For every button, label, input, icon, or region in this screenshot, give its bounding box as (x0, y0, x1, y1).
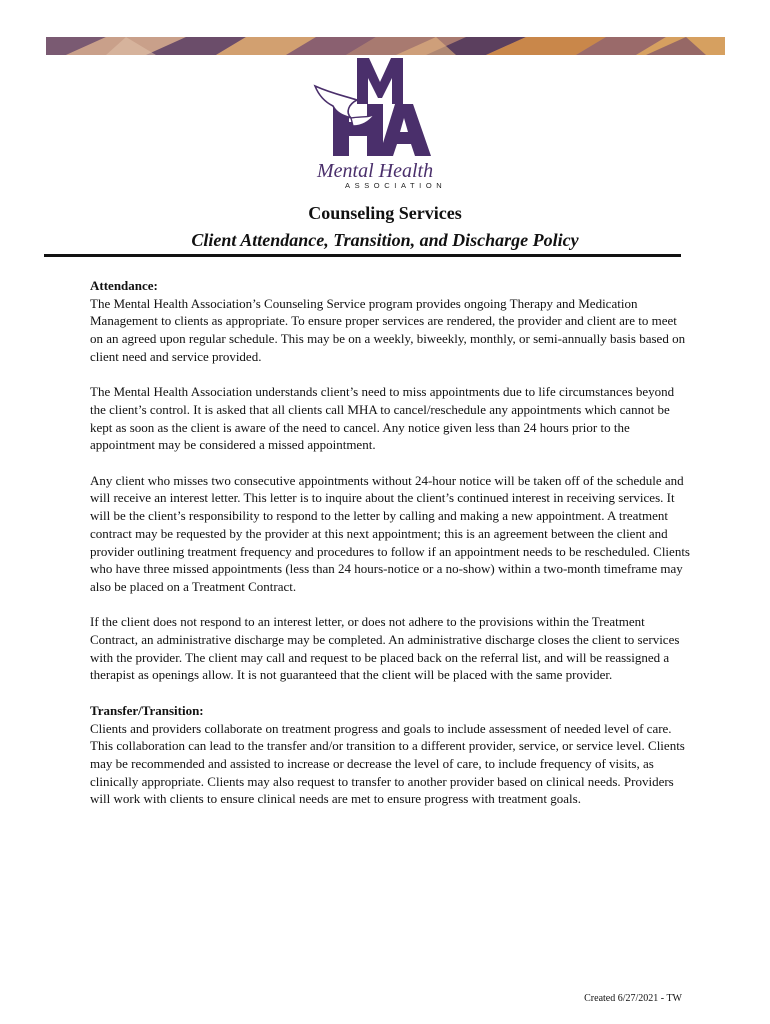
mha-logo (305, 56, 460, 190)
section-heading-attendance: Attendance: (90, 278, 158, 293)
mha-logo-graphic (305, 56, 460, 190)
document-body (90, 277, 690, 826)
footer-created-note: Created 6/27/2021 - TW (584, 993, 682, 1004)
section-attendance-paragraph-3: Any client who misses two consecutive appointments without 24-hour notice will be taken off of the schedule and will receive an interest letter. This letter is to inquire about the client’s continued interest in receiving services. It will be the client’s responsibility to respond to the letter by calling and making a new appointment. A treatment contract may be requested by the provider at this next appointment; this is an agreement between the client and provider outlining treatment frequency and procedures to follow if an appointment needs to be rescheduled. Clients who have three missed appointments (less than 24 hours-notice or a no-show) within a two-month timeframe may also be placed on a Treatment Contract. (90, 472, 690, 594)
title-divider (44, 254, 681, 257)
logo-association-text: ASSOCIATION (345, 181, 447, 190)
attendance-paragraph-1-text: The Mental Health Association’s Counseling Service program provides ongoing Therapy and Medication Management to clients as appropriate. To ensure proper services are rendered, the provider and client are to meet on an agreed upon regular schedule. This may be on a weekly, biweekly, monthly, or semi-annually basis based on client need and service provided. (90, 295, 686, 364)
transfer-paragraph-1-text: Clients and providers collaborate on treatment progress and goals to include assessment of needed level of care. This collaboration can lead to the transfer and/or transition to a different provider, service, or service level. Clients may be recommended and assisted to increase or decrease the level of care, to include frequency of visits, as clinically appropriate. Clients may also request to transfer to another provider based on clinical needs. Providers will work with clients to ensure clinical needs are met to ensure progress with treatment goals. (90, 720, 685, 807)
section-transfer-paragraph-1 (90, 702, 690, 808)
page-subtitle: Client Attendance, Transition, and Discharge Policy (191, 230, 579, 250)
section-heading-transfer: Transfer/Transition: (90, 702, 204, 718)
header-banner (46, 37, 725, 55)
section-attendance-paragraph-2: The Mental Health Association understands client’s need to miss appointments due to life circumstances beyond the client’s control. It is asked that all clients call MHA to cancel/reschedule any appointments which cannot be kept as soon as the client is aware of the need to cancel. Any notice given less than 24 hours prior to the appointment may be considered a missed appointment. (90, 384, 675, 453)
banner-pattern (46, 37, 725, 55)
section-attendance-paragraph-1 (90, 277, 690, 366)
section-attendance-paragraph-4: If the client does not respond to an interest letter, or does not adhere to the provisions within the Treatment Contract, an administrative discharge may be completed. An administrative discharge closes the client to services with the provider. The client may call and request to be placed back on the referral list, and will be reassigned a therapist as openings allow. It is not guaranteed that the client will be placed with the same provider. (90, 614, 680, 683)
logo-script-text: Mental Health (317, 160, 434, 182)
page-title: Counseling Services (308, 203, 462, 223)
